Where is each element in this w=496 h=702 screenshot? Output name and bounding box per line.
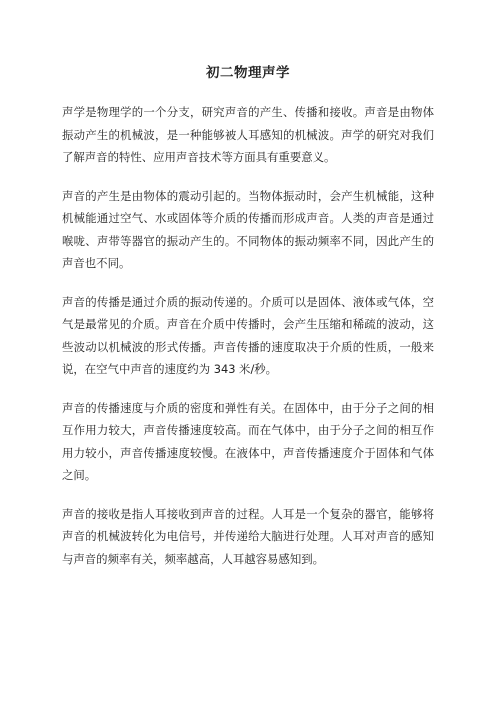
document-title: 初二物理声学: [206, 65, 290, 81]
paragraph-intro: 声学是物理学的一个分支，研究声音的产生、传播和接收。声音是由物体振动产生的机械波，是一种能够被人耳感知的机械波。声学的研究对我们了解声音的特性、应用声音技术等方面具有重要意义。: [62, 105, 434, 164]
paragraph-propagation-speed: 声音的传播速度与介质的密度和弹性有关。在固体中，由于分子之间的相互作用力较大，声音传播速度较高。而在气体中，由于分子之间的相互作用力较小，声音传播速度较慢。在液体中，声音传播速度介于固体和气体之间。: [62, 400, 434, 482]
paragraph-sound-propagation: 声音的传播是通过介质的振动传递的。介质可以是固体、液体或气体，空气是最常见的介质。声音在介质中传播时，会产生压缩和稀疏的波动，这些波动以机械波的形式传播。声音传播的速度取决于介质的性质，一般来说，在空气中声音的速度约为 343 米/秒。: [62, 294, 434, 376]
paragraph-sound-reception: 声音的接收是指人耳接收到声音的过程。人耳是一个复杂的器官，能够将声音的机械波转化为电信号，并传递给大脑进行处理。人耳对声音的感知与声音的频率有关，频率越高，人耳越容易感知到。: [62, 506, 434, 566]
paragraph-sound-production: 声音的产生是由物体的震动引起的。当物体振动时，会产生机械能，这种机械能通过空气、水或固体等介质的传播而形成声音。人类的声音是通过喉咙、声带等器官的振动产生的。不同物体的振动频率不同，因此产生的声音也不同。: [62, 188, 434, 270]
